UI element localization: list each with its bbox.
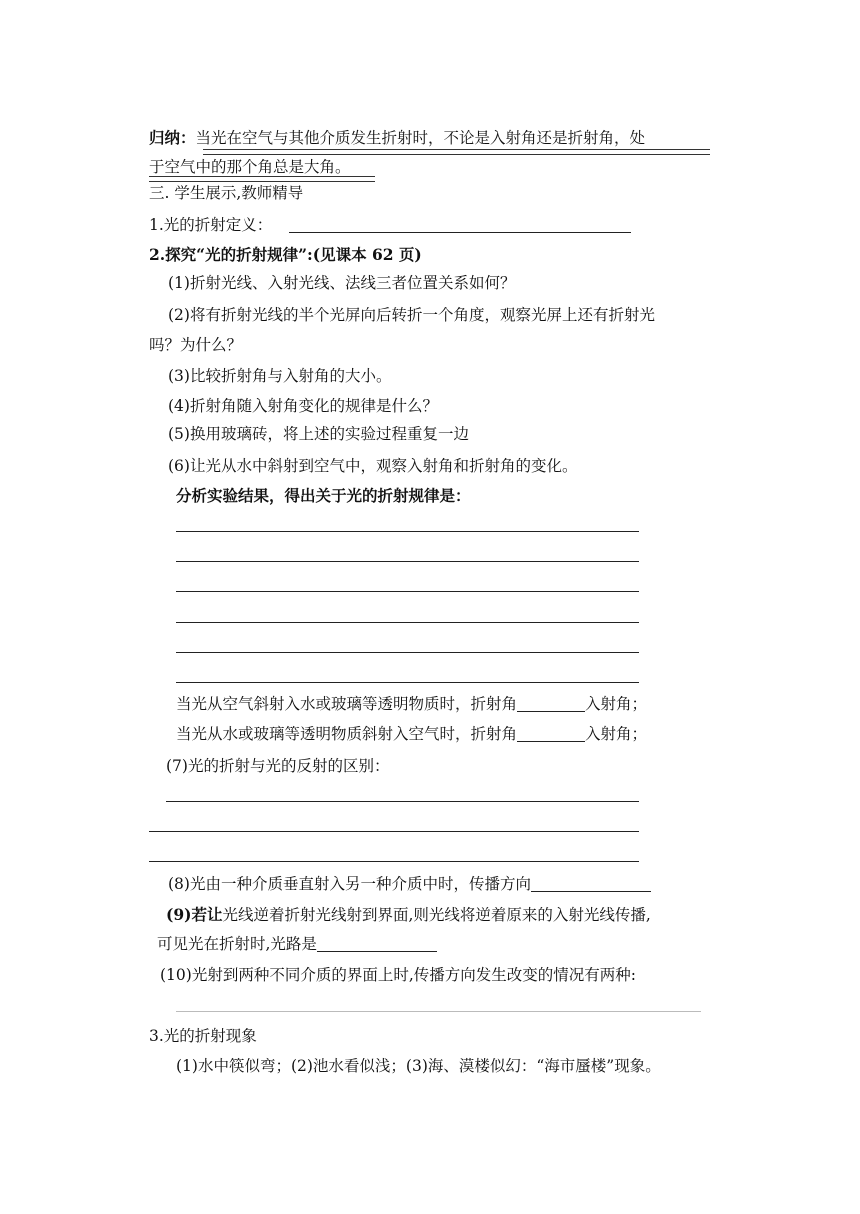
conclusion-prompt: 分析实验结果，得出关于光的折射规律是： — [176, 486, 471, 505]
definition-label: 1.光的折射定义： — [149, 216, 273, 234]
phenomena-examples: (1)水中筷似弯；(2)池水看似浅；(3)海、漠楼似幻：“海市蜃楼”现象。 — [176, 1057, 661, 1075]
answer-line — [176, 1011, 701, 1012]
summary-underline-2 — [149, 176, 375, 182]
answer-line — [176, 622, 639, 623]
answer-line — [176, 561, 639, 562]
question-2: (2)将有折射光线的半个光屏向后转折一个角度，观察光屏上还有折射光 — [168, 306, 655, 324]
fill-2-suffix: 入射角； — [585, 725, 648, 743]
question-9-cont-text: 可见光在折射时,光路是 — [157, 935, 317, 953]
answer-line — [149, 831, 639, 832]
summary-label: 归纳： — [149, 128, 196, 147]
fill-1-prefix: 当光从空气斜射入水或玻璃等透明物质时，折射角 — [176, 695, 518, 713]
summary-text-2: 于空气中的那个角总是大角。 — [149, 158, 351, 176]
question-9-lead: (9)若让 — [166, 905, 223, 924]
answer-line — [176, 652, 639, 653]
fill-1-blank[interactable] — [517, 695, 585, 712]
answer-line — [176, 682, 639, 683]
question-2-cont: 吗？为什么？ — [149, 336, 243, 354]
question-8-text: (8)光由一种介质垂直射入另一种介质中时，传播方向 — [168, 875, 531, 893]
question-9 — [166, 905, 651, 925]
question-4: (4)折射角随入射角变化的规律是什么？ — [168, 397, 438, 415]
question-8 — [168, 874, 651, 894]
question-5: (5)换用玻璃砖，将上述的实验过程重复一边 — [168, 425, 469, 443]
answer-line — [176, 531, 639, 532]
answer-line — [166, 801, 639, 802]
fill-1-suffix: 入射角； — [585, 695, 648, 713]
fill-sentence-1 — [176, 694, 647, 714]
question-1: (1)折射光线、入射光线、法线三者位置关系如何？ — [168, 274, 516, 292]
question-9-text: 光线逆着折射光线射到界面,则光线将逆着原来的入射光线传播, — [222, 906, 651, 924]
question-6: (6)让光从水中斜射到空气中，观察入射角和折射角的变化。 — [168, 457, 578, 475]
experiment-title: 2.探究“光的折射规律”:(见课本 62 页) — [149, 245, 422, 264]
phenomena-title: 3.光的折射现象 — [149, 1027, 257, 1045]
fill-sentence-2 — [176, 724, 647, 744]
definition-answer-line — [289, 232, 631, 233]
summary-underline-1 — [203, 149, 710, 155]
fill-2-blank[interactable] — [517, 725, 585, 742]
question-10: (10)光射到两种不同介质的界面上时,传播方向发生改变的情况有两种: — [160, 966, 636, 984]
question-9-blank[interactable] — [317, 935, 437, 952]
fill-2-prefix: 当光从水或玻璃等透明物质斜射入空气时，折射角 — [176, 725, 518, 743]
question-8-blank[interactable] — [531, 875, 651, 892]
summary-text-1: 当光在空气与其他介质发生折射时，不论是入射角还是折射角，处 — [195, 129, 646, 147]
section-heading: 三. 学生展示,教师精导 — [149, 184, 304, 202]
question-7: (7)光的折射与光的反射的区别： — [166, 757, 390, 775]
summary-line-1 — [149, 128, 645, 148]
answer-line — [176, 591, 639, 592]
question-3: (3)比较折射角与入射角的大小。 — [168, 367, 392, 385]
answer-line — [149, 861, 639, 862]
question-9-cont — [157, 934, 437, 954]
